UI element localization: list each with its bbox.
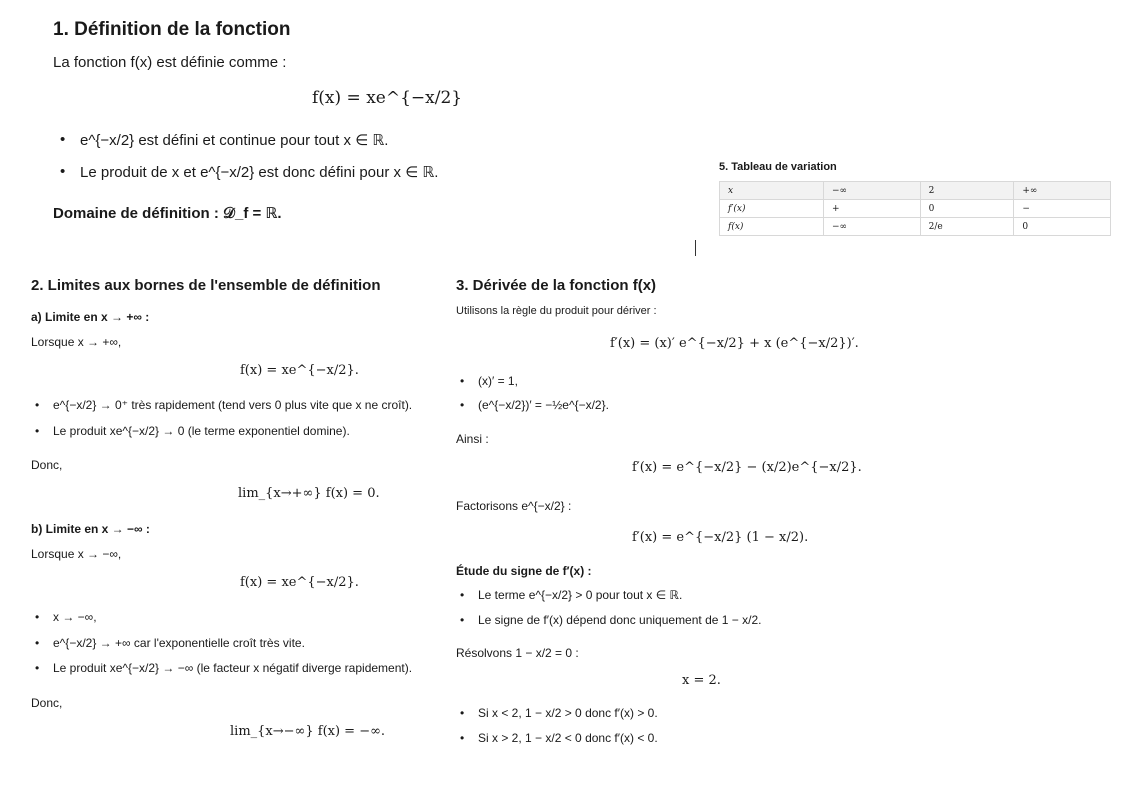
section-5-title: 5. Tableau de variation (719, 161, 837, 173)
table-header-row (720, 182, 1111, 200)
derivative-bullet: • (e^{−x/2})′ = −½e^{−x/2}. (478, 398, 609, 412)
section-1-bullet: • Le produit de x et e^{−x/2} est donc défini pour x ∈ ℝ. (80, 163, 438, 181)
limit-a-formula: f(x) = xe^{−x/2}. (240, 363, 359, 378)
section-1-title: 1. Définition de la fonction (53, 19, 291, 40)
table-cell: 2/e (920, 218, 1014, 236)
section-1-bullet: • e^{−x/2} est défini et continue pour tout x ∈ ℝ. (80, 131, 388, 149)
limit-b-formula: f(x) = xe^{−x/2}. (240, 575, 359, 590)
table-cell: − (1014, 200, 1111, 218)
table-cell: −∞ (823, 182, 920, 200)
derivative-bullet: • (x)′ = 1, (478, 374, 518, 388)
section-1-formula: f(x) = xe^{−x/2} (312, 88, 463, 108)
limit-a-donc: Donc, (31, 458, 63, 472)
table-cell: f′(x) (720, 200, 824, 218)
limit-b-title: b) Limite en x → −∞ : (31, 522, 150, 536)
table-cell: 0 (920, 200, 1014, 218)
section-2-title: 2. Limites aux bornes de l'ensemble de définition (31, 277, 381, 294)
ainsi-label: Ainsi : (456, 432, 489, 446)
limit-b-intro: Lorsque x → −∞, (31, 547, 122, 561)
table-row (720, 200, 1111, 218)
table-cell: 0 (1014, 218, 1111, 236)
table-cell: −∞ (823, 218, 920, 236)
derivative-formula-3: f′(x) = e^{−x/2} (1 − x/2). (632, 530, 809, 545)
sign-bullet: • Le signe de f′(x) dépend donc uniquement de 1 − x/2. (478, 613, 761, 627)
case-bullet: • Si x < 2, 1 − x/2 > 0 donc f′(x) > 0. (478, 706, 658, 720)
limit-b-bullet: • e^{−x/2} → +∞ car l'exponentielle croît très vite. (53, 636, 305, 650)
case-bullet: • Si x > 2, 1 − x/2 < 0 donc f′(x) < 0. (478, 731, 658, 745)
solution: x = 2. (682, 673, 721, 688)
limit-a-result: lim_{x→+∞} f(x) = 0. (238, 486, 380, 501)
section-3-title: 3. Dérivée de la fonction f(x) (456, 277, 657, 294)
limit-b-bullet: • Le produit xe^{−x/2} → −∞ (le facteur x négatif diverge rapidement). (53, 661, 412, 675)
limit-b-result: lim_{x→−∞} f(x) = −∞. (230, 724, 386, 739)
limit-a-intro: Lorsque x → +∞, (31, 335, 122, 349)
variation-table (719, 181, 1111, 236)
table-cell: + (823, 200, 920, 218)
sign-study-title: Étude du signe de f′(x) : (456, 564, 592, 578)
limit-b-bullet: • x → −∞, (53, 610, 97, 624)
table-row (720, 218, 1111, 236)
text-cursor (695, 240, 696, 256)
table-cell: f(x) (720, 218, 824, 236)
table-cell: 2 (920, 182, 1014, 200)
limit-a-bullet: • e^{−x/2} → 0⁺ très rapidement (tend vers 0 plus vite que x ne croît). (53, 398, 412, 412)
derivative-formula-1: f′(x) = (x)′ e^{−x/2} + x (e^{−x/2})′. (610, 336, 859, 351)
section-1-intro: La fonction f(x) est définie comme : (53, 54, 287, 71)
table-cell: x (720, 182, 824, 200)
table-cell: +∞ (1014, 182, 1111, 200)
section-3-intro: Utilisons la règle du produit pour dériver : (456, 305, 657, 317)
limit-a-bullet: • Le produit xe^{−x/2} → 0 (le terme exponentiel domine). (53, 424, 350, 438)
resolve-label: Résolvons 1 − x/2 = 0 : (456, 646, 579, 660)
limit-a-title: a) Limite en x → +∞ : (31, 310, 150, 324)
limit-b-donc: Donc, (31, 696, 63, 710)
domain-definition: Domaine de définition : 𝒟_f = ℝ. (53, 205, 282, 222)
factor-label: Factorisons e^{−x/2} : (456, 499, 572, 513)
derivative-formula-2: f′(x) = e^{−x/2} − (x/2)e^{−x/2}. (632, 460, 862, 475)
sign-bullet: • Le terme e^{−x/2} > 0 pour tout x ∈ ℝ. (478, 588, 682, 602)
